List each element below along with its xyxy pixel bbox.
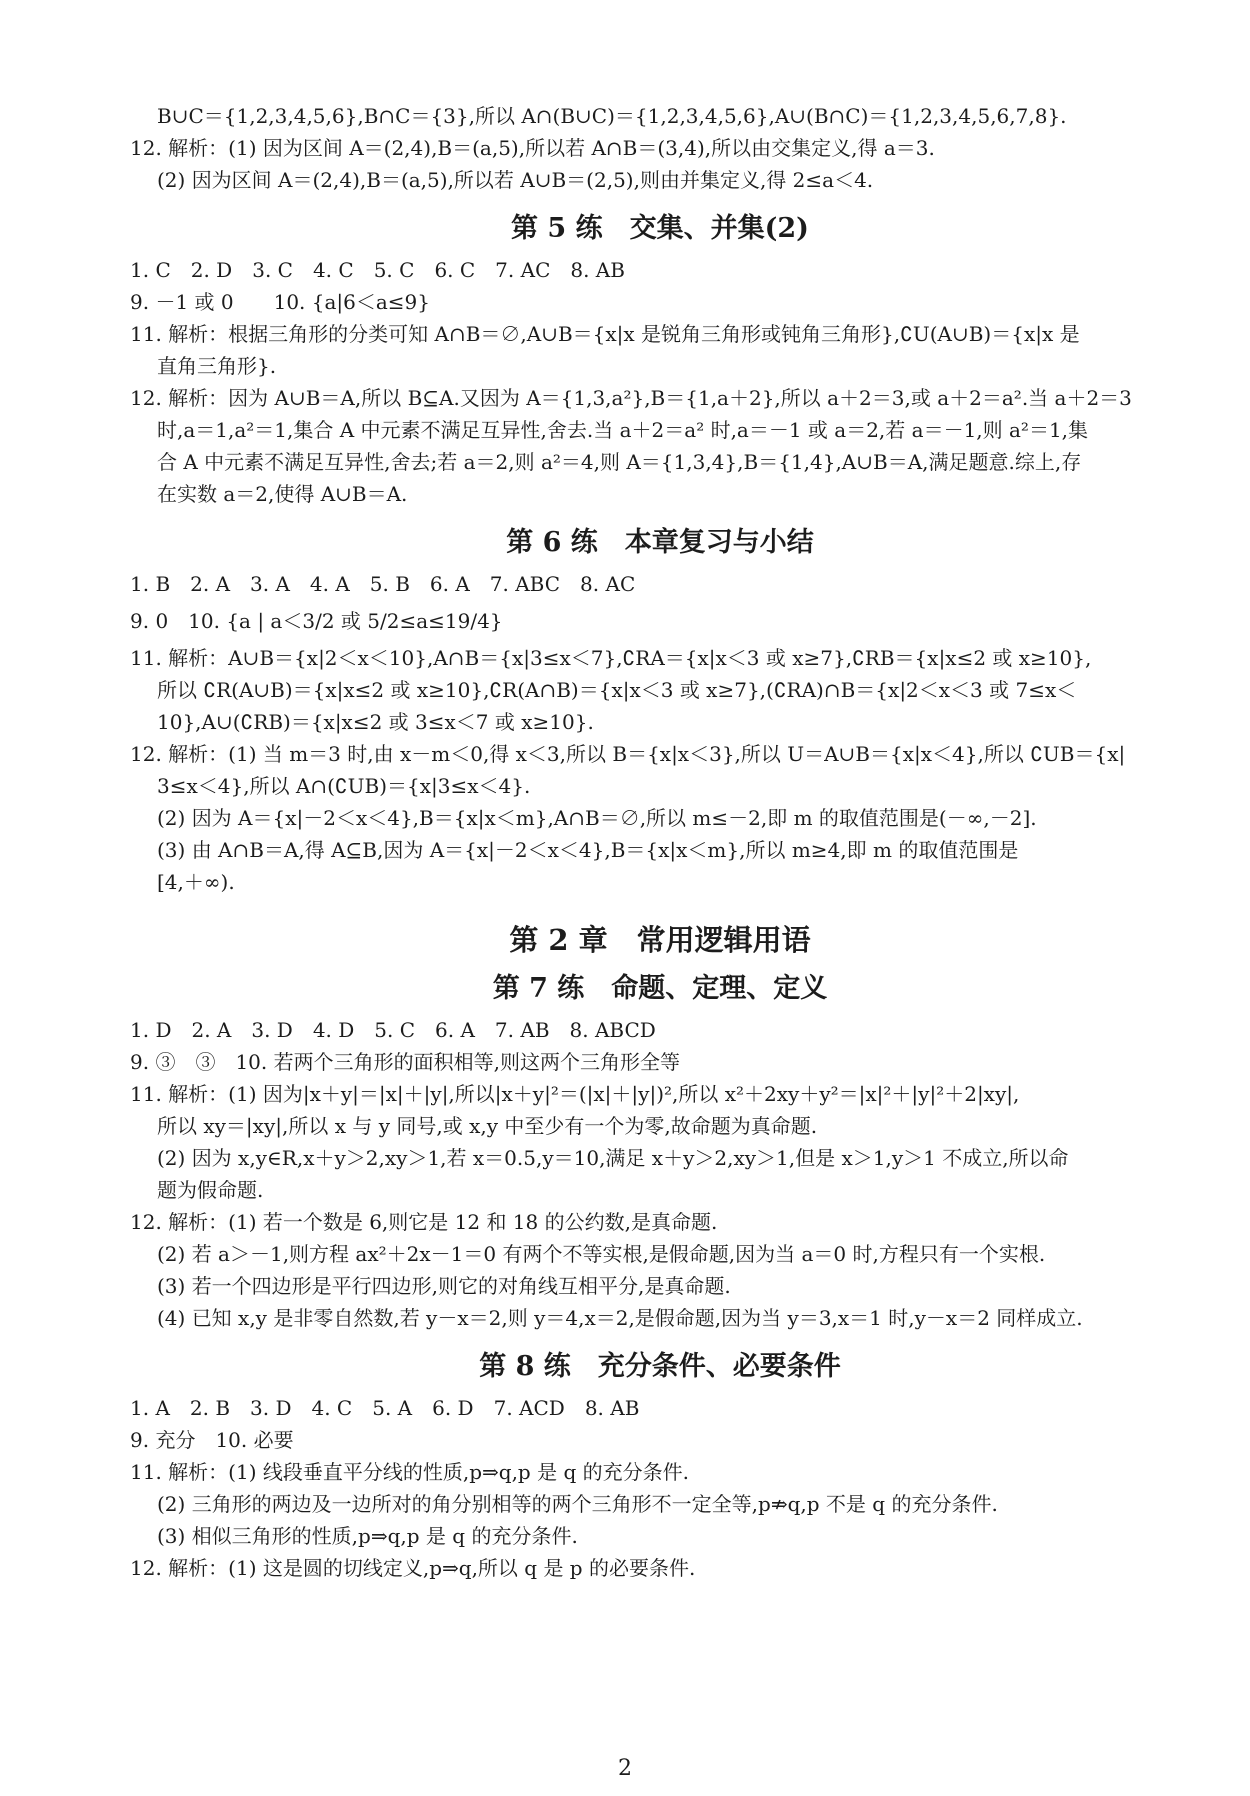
section-heading: 第 6 练 本章复习与小结 [506, 527, 814, 558]
answer-line: 11. 解析：(1) 线段垂直平分线的性质,p⇒q,p 是 q 的充分条件. [130, 1460, 689, 1484]
answer-continuation: 合 A 中元素不满足互异性,舍去;若 a＝2,则 a²＝4,则 A＝{1,3,4},B＝{1,4},A∪B＝A,满足题意.综上,存 [157, 450, 1082, 474]
answer-line: 9. －1 或 0 10. {a|6＜a≤9} [130, 290, 431, 314]
answer-line: 1. B 2. A 3. A 4. A 5. B 6. A 7. ABC 8. AC [130, 572, 636, 596]
answer-subpart: (2) 因为 x,y∈R,x＋y＞2,xy＞1,若 x＝0.5,y＝10,满足 x＋y＞2,xy＞1,但是 x＞1,y＞1 不成立,所以命 [157, 1146, 1069, 1170]
answer-continuation: 时,a＝1,a²＝1,集合 A 中元素不满足互异性,舍去.当 a＋2＝a² 时,a＝－1 或 a＝2,若 a＝－1,则 a²＝1,集 [157, 418, 1089, 442]
answer-line: 1. C 2. D 3. C 4. C 5. C 6. C 7. AC 8. AB [130, 258, 625, 282]
answer-line: 12. 解析：(1) 因为区间 A＝(2,4),B＝(a,5),所以若 A∩B＝(3,4),所以由交集定义,得 a＝3. [130, 136, 935, 160]
answer-line: 1. A 2. B 3. D 4. C 5. A 6. D 7. ACD 8. AB [130, 1396, 640, 1420]
answer-line: 11. 解析：(1) 因为|x＋y|＝|x|＋|y|,所以|x＋y|²＝(|x|＋|y|)²,所以 x²＋2xy＋y²＝|x|²＋|y|²＋2|xy|, [130, 1082, 1020, 1106]
section-heading: 第 7 练 命题、定理、定义 [492, 973, 828, 1004]
section-heading: 第 8 练 充分条件、必要条件 [479, 1351, 841, 1382]
answer-continuation: 题为假命题. [157, 1178, 264, 1202]
answer-subpart: (2) 因为 A＝{x|－2＜x＜4},B＝{x|x＜m},A∩B＝∅,所以 m≤－2,即 m 的取值范围是(－∞,－2]. [157, 806, 1037, 830]
answer-subpart: (4) 已知 x,y 是非零自然数,若 y－x＝2,则 y＝4,x＝2,是假命题,因为当 y＝3,x＝1 时,y－x＝2 同样成立. [157, 1306, 1083, 1330]
answer-page [130, 104, 1190, 1588]
answer-line: 11. 解析：根据三角形的分类可知 A∩B＝∅,A∪B＝{x|x 是锐角三角形或钝角三角形},∁U(A∪B)＝{x|x 是 [130, 322, 1080, 346]
answer-continuation: 10},A∪(∁RB)＝{x|x≤2 或 3≤x＜7 或 x≥10}. [157, 710, 594, 734]
answer-continuation: 所以 xy＝|xy|,所以 x 与 y 同号,或 x,y 中至少有一个为零,故命题为真命题. [157, 1114, 818, 1138]
answer-line: 12. 解析：因为 A∪B＝A,所以 B⊆A.又因为 A＝{1,3,a²},B＝{1,a＋2},所以 a＋2＝3,或 a＋2＝a².当 a＋2＝3 [130, 386, 1132, 410]
page-number: 2 [618, 1756, 632, 1781]
answer-line: 12. 解析：(1) 当 m＝3 时,由 x－m＜0,得 x＜3,所以 B＝{x|x＜3},所以 U＝A∪B＝{x|x＜4},所以 ∁UB＝{x| [130, 742, 1126, 766]
answer-continuation: [4,＋∞). [157, 870, 235, 894]
answer-continuation: 3≤x＜4},所以 A∩(∁UB)＝{x|3≤x＜4}. [157, 774, 531, 798]
answer-subpart: (3) 由 A∩B＝A,得 A⊆B,因为 A＝{x|－2＜x＜4},B＝{x|x＜m},所以 m≥4,即 m 的取值范围是 [157, 838, 1019, 862]
answer-line: 12. 解析：(1) 若一个数是 6,则它是 12 和 18 的公约数,是真命题. [130, 1210, 718, 1234]
chapter-heading: 第 2 章 常用逻辑用语 [509, 923, 811, 957]
answer-subpart: (3) 若一个四边形是平行四边形,则它的对角线互相平分,是真命题. [157, 1274, 731, 1298]
answer-line: 9. 充分 10. 必要 [130, 1428, 294, 1452]
answer-subpart: (2) 因为区间 A＝(2,4),B＝(a,5),所以若 A∪B＝(2,5),则由并集定义,得 2≤a＜4. [157, 168, 874, 192]
answer-subpart: (2) 若 a＞－1,则方程 ax²＋2x－1＝0 有两个不等实根,是假命题,因为当 a＝0 时,方程只有一个实根. [157, 1242, 1046, 1266]
answer-continuation: 直角三角形}. [157, 354, 277, 378]
answer-line: 11. 解析：A∪B＝{x|2＜x＜10},A∩B＝{x|3≤x＜7},∁RA＝{x|x＜3 或 x≥7},∁RB＝{x|x≤2 或 x≥10}, [130, 646, 1092, 670]
answer-line: 9. ③ ③ 10. 若两个三角形的面积相等,则这两个三角形全等 [130, 1050, 680, 1074]
answer-lines [130, 104, 1190, 1588]
answer-subpart: (3) 相似三角形的性质,p⇒q,p 是 q 的充分条件. [157, 1524, 578, 1548]
answer-line: 9. 0 10. {a | a＜3/2 或 5/2≤a≤19/4} [130, 609, 503, 633]
section-heading: 第 5 练 交集、并集(2) [511, 213, 809, 244]
answer-line: 12. 解析：(1) 这是圆的切线定义,p⇒q,所以 q 是 p 的必要条件. [130, 1556, 696, 1580]
answer-continuation: 所以 ∁R(A∪B)＝{x|x≤2 或 x≥10},∁R(A∩B)＝{x|x＜3 或 x≥7},(∁RA)∩B＝{x|2＜x＜3 或 7≤x＜ [157, 678, 1077, 702]
answer-continuation: B∪C＝{1,2,3,4,5,6},B∩C＝{3},所以 A∩(B∪C)＝{1,2,3,4,5,6},A∪(B∩C)＝{1,2,3,4,5,6,7,8}. [157, 104, 1067, 128]
answer-line: 1. D 2. A 3. D 4. D 5. C 6. A 7. AB 8. ABCD [130, 1018, 656, 1042]
answer-subpart: (2) 三角形的两边及一边所对的角分别相等的两个三角形不一定全等,p⇏q,p 不是 q 的充分条件. [157, 1492, 998, 1516]
answer-continuation: 在实数 a＝2,使得 A∪B＝A. [157, 482, 408, 506]
